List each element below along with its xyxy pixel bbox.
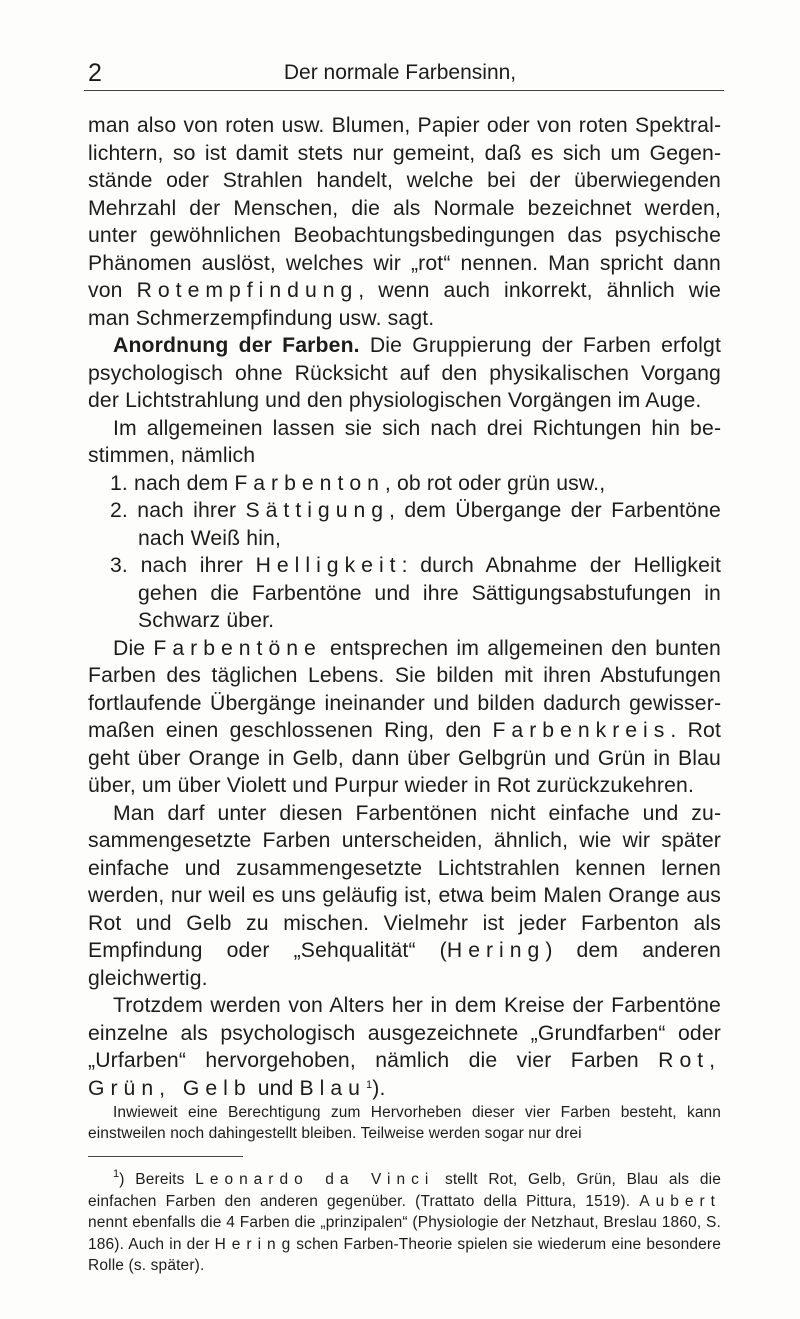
paragraph-5: Man darf unter diesen Farbentönen nicht einfache und zusammengesetzte Farben unterscheiden, ähnlich, wie wir später einfache und zusammengesetzte Lichtstrahlen kennen lernen werden, nur weil es uns geläufig ist, etwa beim Malen Orange aus Rot und Gelb zu mischen. Vielmehr ist jeder Farbenton als Empfindung oder „Sehqualität“ (Hering) dem anderen gleichwertig. [88, 801, 721, 990]
paragraph-4: Die Farbentöne entsprechen im allgemeinen den bunten Farben des täglichen Lebens. Sie bilden mit ihren Abstufungen fortlaufende Übergänge ineinander und bilden dadurch gewissermaßen einen geschlossenen Ring, den Farbenkreis. Rot geht über Orange in Gelb, dann über Gelbgrün und Grün in Blau über, um über Violett und Purpur wieder in Rot zurückzukehren. [88, 636, 721, 797]
paragraph-1: man also von roten usw. Blumen, Papier oder von roten Spektrallichtern, so ist damit stets nur gemeint, daß es sich um Gegenstände oder Strahlen handelt, welche bei der überwiegenden Mehrzahl der Menschen, die als Normale bezeichnet werden, unter gewöhnlichen Beobachtungsbedingungen das psychische Phänomen auslöst, welches wir „rot“ nennen. Man spricht dann von Rotempfindung, wenn auch inkorrekt, ähnlich wie man Schmerzempfindung usw. sagt. [88, 114, 721, 330]
page-body [88, 112, 721, 1277]
small-print-paragraph: Inwieweit eine Berechtigung zum Hervorheben dieser vier Farben besteht, kann einstweilen noch dahingestellt bleiben. Teilweise werden sogar nur drei [88, 1104, 721, 1142]
running-title: Der normale Farbensinn, [283, 61, 517, 84]
paragraph-6: Trotzdem werden von Alters her in dem Kreise der Farbentöne einzelne als psychologisch ausgezeichnete „Grundfarben“ oder „Urfarben“ hervorgehoben, nämlich die vier Farben Rot, Grün, Gelb und Blau$^1$). [88, 994, 721, 1100]
footnote: $^1$) Bereits Leonardo da Vinci stellt Rot, Gelb, Grün, Blau als die einfachen Farben den anderen gegenüber. (Trattato della Pittura, 1519). Aubert nennt ebenfalls die 4 Farben die „prinzipalen“ (Physiologie der Netzhaut, Breslau 1860, S. 186). Auch in der Heringschen Farben-Theorie spielen sie wiederum eine besondere Rolle (s. später). [88, 1168, 721, 1274]
footnote-rule [88, 1156, 243, 1157]
section-heading: Anordnung der Farben. [113, 334, 360, 357]
footnote-marker: 1 [365, 1078, 373, 1091]
paragraph-2: Anordnung der Farben. Die Gruppierung der Farben erfolgt psychologisch ohne Rücksicht auf den physikalischen Vorgang der Lichtstrahlung und den physiologischen Vorgängen im Auge. [88, 334, 721, 412]
spaced-term: Rotempfindung [136, 279, 359, 302]
paragraph-3: Im allgemeinen lassen sie sich nach drei Richtungen hin bestimmen, nämlich [88, 416, 721, 467]
list-item: 1. nach dem Farbenton, ob rot oder grün usw., [110, 471, 606, 495]
header-rule [84, 90, 724, 91]
list-item: 2. nach ihrer Sättigung, dem Übergange der Farbentöne nach Weiß hin, [110, 499, 721, 550]
page-number: 2 [88, 59, 102, 87]
list-item: 3. nach ihrer Helligkeit: durch Abnahme der Helligkeit gehen die Farbentöne und ihre Sättigungsabstufungen in Schwarz über. [110, 554, 721, 632]
